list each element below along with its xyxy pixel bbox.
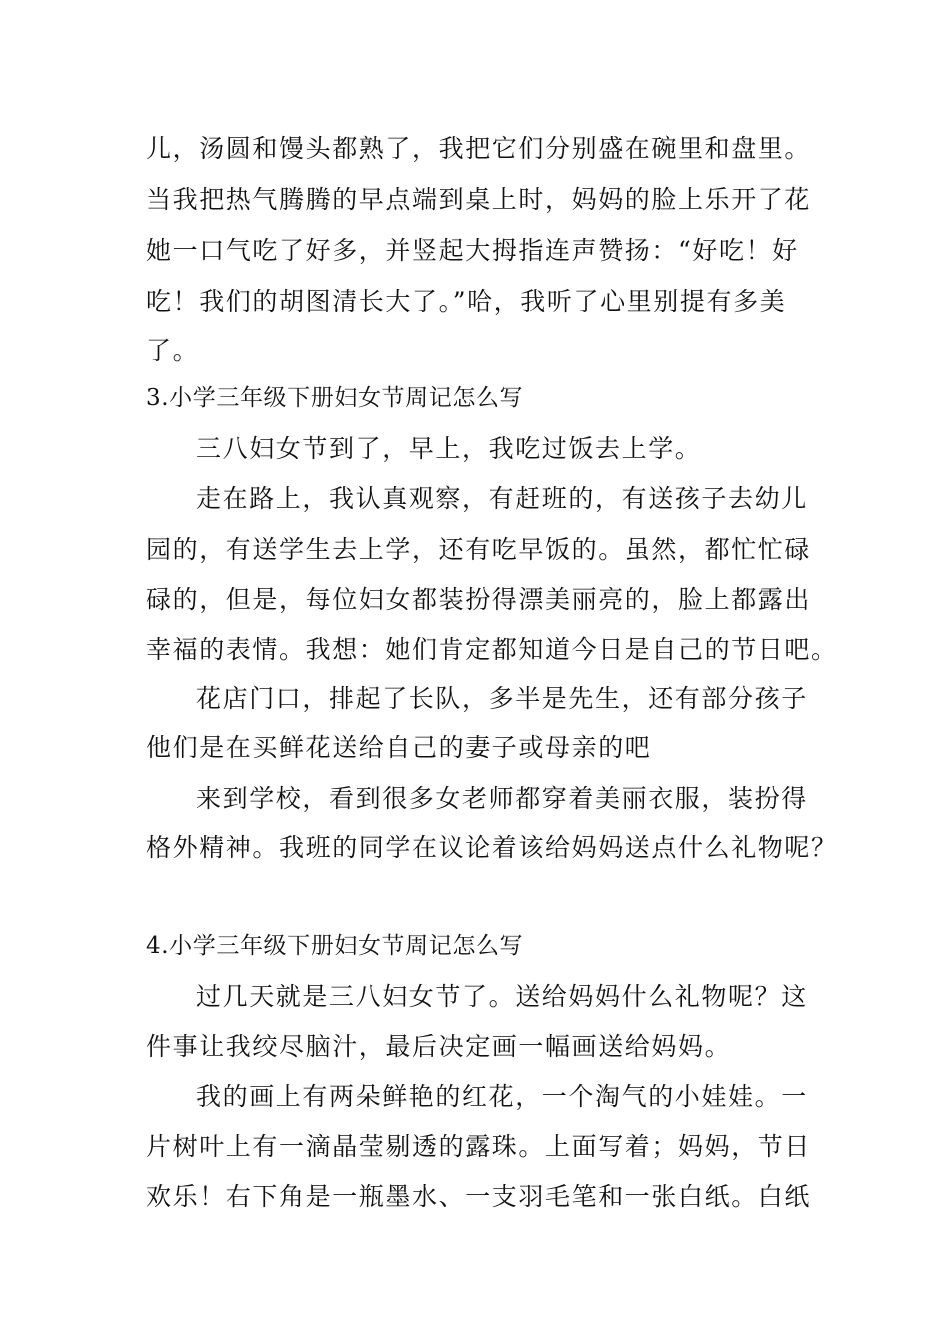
body-line: 幸福的表情。我想：她们肯定都知道今日是自己的节日吧。 [146, 635, 838, 664]
section-heading: 4.小学三年级下册妇女节周记怎么写 [146, 933, 524, 959]
body-line: 欢乐！右下角是一瓶墨水、一支羽毛笔和一张白纸。白纸 [146, 1182, 812, 1211]
paragraph-first-line: 我的画上有两朵鲜艳的红花，一个淘气的小娃娃。一 [196, 1082, 808, 1111]
paragraph-first-line: 过几天就是三八妇女节了。送给妈妈什么礼物呢？这 [196, 982, 808, 1011]
body-line: 件事让我绞尽脑汁，最后决定画一幅画送给妈妈。 [146, 1032, 732, 1061]
body-line: 吃！我们的胡图清长大了。”哈，我听了心里别提有多美 [146, 287, 787, 316]
body-line: 儿，汤圆和馒头都熟了，我把它们分别盛在碗里和盘里。 [146, 134, 812, 163]
paragraph-first-line: 三八妇女节到了，早上，我吃过饭去上学。 [196, 434, 702, 463]
body-line: 片树叶上有一滴晶莹剔透的露珠。上面写着；妈妈，节日 [146, 1132, 812, 1161]
paragraph-first-line: 花店门口，排起了长队，多半是先生，还有部分孩子 [196, 684, 808, 713]
paragraph-first-line: 来到学校，看到很多女老师都穿着美丽衣服，装扮得 [196, 784, 808, 813]
body-line: 了。 [146, 336, 200, 365]
body-line: 当我把热气腾腾的早点端到桌上时，妈妈的脸上乐开了花 [146, 185, 812, 214]
section-heading: 3.小学三年级下册妇女节周记怎么写 [146, 385, 524, 411]
paragraph-first-line: 走在路上，我认真观察，有赶班的，有送孩子去幼儿 [196, 484, 808, 513]
body-line: 碌的，但是，每位妇女都装扮得漂美丽亮的，脸上都露出 [146, 585, 812, 614]
body-line: 他们是在买鲜花送给自己的妻子或母亲的吧 [146, 733, 652, 762]
body-line: 格外精神。我班的同学在议论着该给妈妈送点什么礼物呢？ [146, 833, 838, 862]
body-line: 她一口气吃了好多，并竖起大拇指连声赞扬：“好吃！好 [146, 236, 799, 265]
body-line: 园的，有送学生去上学，还有吃早饭的。虽然，都忙忙碌 [146, 535, 812, 564]
